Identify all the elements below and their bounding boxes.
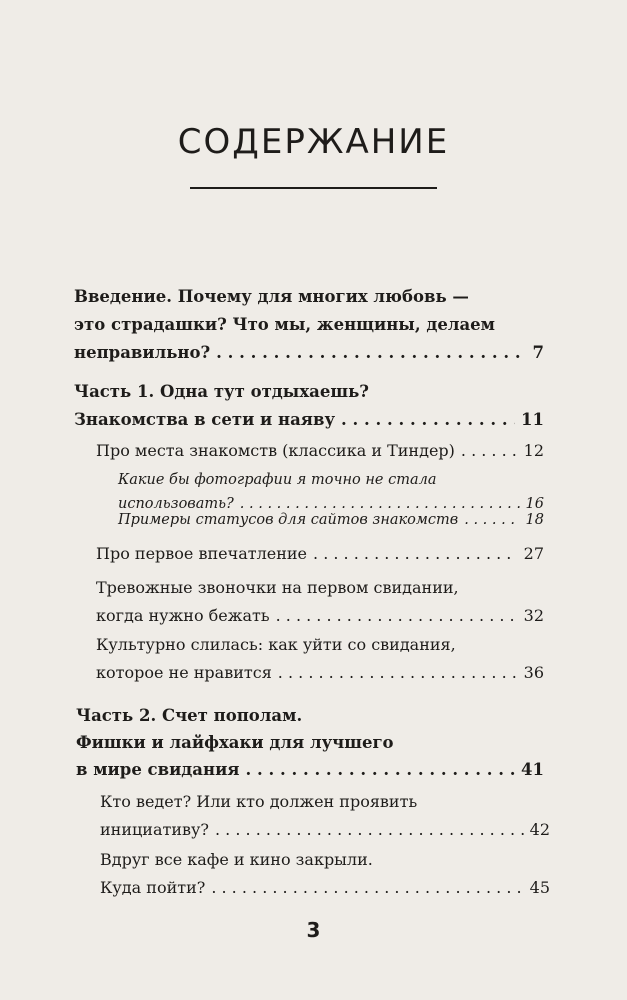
toc-page-number: 7	[532, 343, 544, 362]
leader-dots	[313, 542, 518, 566]
page-number: 3	[306, 918, 321, 942]
toc-entry-warning-signs	[96, 576, 544, 628]
toc-entry-line: Примеры статусов для сайтов знакомств	[118, 512, 459, 528]
toc-entry-initiative	[100, 790, 550, 842]
toc-page-number: 18	[525, 512, 544, 528]
toc-entry-line: Какие бы фотографии я точно не стала	[118, 472, 437, 488]
toc-entry-line: неправильно?	[74, 343, 211, 362]
leader-dots	[276, 604, 518, 628]
leader-dots	[341, 408, 515, 432]
toc-entry-part-2	[76, 704, 544, 782]
toc-entry-line: в мире свидания	[76, 760, 240, 779]
toc-page-number: 45	[529, 878, 550, 897]
toc-page-number: 12	[523, 441, 544, 460]
toc-entry-statuses	[118, 508, 544, 532]
toc-page-number: 41	[521, 760, 544, 779]
toc-entry-line: которое не нравится	[96, 663, 272, 682]
leader-dots	[211, 876, 523, 900]
toc-entry-line: инициативу?	[100, 820, 209, 839]
toc-entry-meeting-places	[96, 439, 544, 463]
toc-entry-line: Введение. Почему для многих любовь —	[74, 287, 469, 306]
leader-dots	[464, 508, 519, 532]
toc-entry-line: когда нужно бежать	[96, 606, 270, 625]
leader-dots	[461, 439, 518, 463]
toc-page-number: 42	[529, 820, 550, 839]
toc-entry-line: Знакомства в сети и наяву	[74, 410, 336, 429]
toc-entry-line: Куда пойти?	[100, 878, 206, 897]
toc-page-number: 11	[521, 410, 544, 429]
leader-dots	[278, 661, 518, 685]
toc-entry-line: Часть 1. Одна тут отдыхаешь?	[74, 382, 369, 401]
leader-dots	[246, 758, 516, 782]
toc-entry-leave-date	[96, 633, 544, 685]
toc-entry-line: это страдашки? Что мы, женщины, делаем	[74, 315, 495, 334]
toc-entry-line: Про места знакомств (классика и Тиндер)	[96, 441, 455, 460]
toc-entry-line: Вдруг все кафе и кино закрыли.	[100, 850, 373, 869]
toc-page-number: 36	[523, 663, 544, 682]
toc-entry-line: Фишки и лайфхаки для лучшего	[76, 733, 394, 752]
page-title: СОДЕРЖАНИЕ	[177, 122, 450, 162]
title-underline	[190, 187, 437, 189]
leader-dots	[216, 341, 526, 365]
toc-entry-where-to-go	[100, 848, 550, 900]
toc-entry-part-1	[74, 380, 544, 432]
toc-entry-first-impression	[96, 542, 544, 566]
toc-entry-introduction	[74, 285, 544, 365]
toc-page-number: 27	[523, 544, 544, 563]
toc-page-number: 16	[525, 496, 544, 512]
leader-dots	[215, 818, 524, 842]
toc-page-number: 32	[523, 606, 544, 625]
toc-entry-line: использовать?	[118, 496, 234, 512]
toc-entry-line: Кто ведет? Или кто должен проявить	[100, 792, 418, 811]
toc-entry-line: Часть 2. Счет пополам.	[76, 706, 303, 725]
toc-entry-line: Культурно слилась: как уйти со свидания,	[96, 635, 456, 654]
toc-entry-line: Тревожные звоночки на первом свидании,	[96, 578, 459, 597]
toc-entry-line: Про первое впечатление	[96, 544, 308, 563]
